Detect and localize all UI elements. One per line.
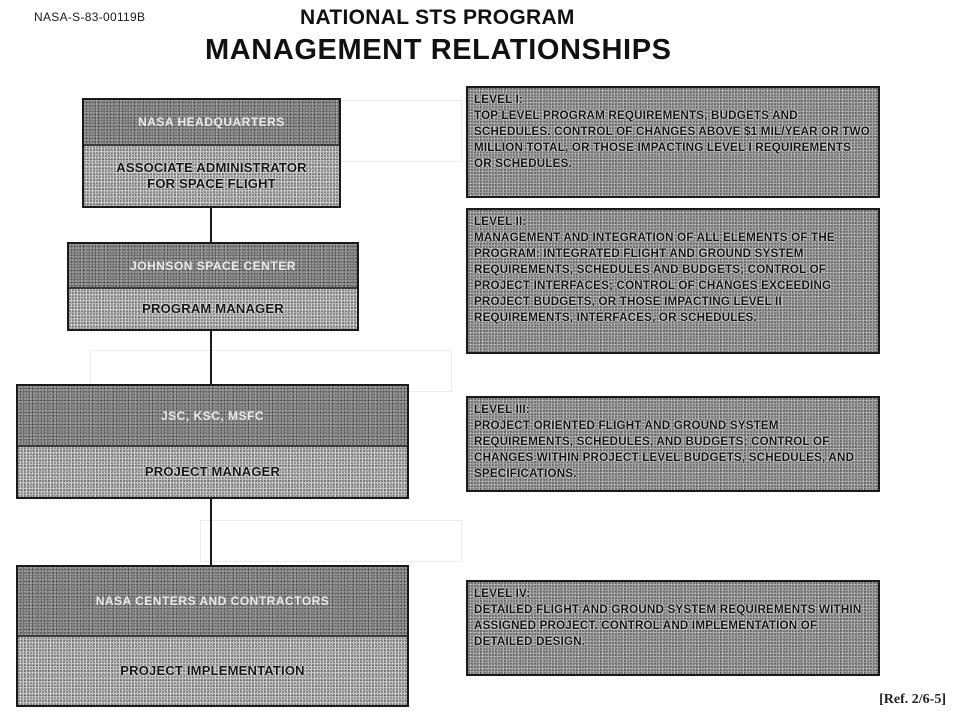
page-title-line2: MANAGEMENT RELATIONSHIPS [205, 34, 672, 66]
org-box-level-1 [82, 98, 341, 208]
level-4-description [466, 580, 880, 676]
org-role: ASSOCIATE ADMINISTRATOR FOR SPACE FLIGHT [84, 146, 339, 206]
level-text: MANAGEMENT AND INTEGRATION OF ALL ELEMENTS OF THE PROGRAM: INTEGRATED FLIGHT AND GROUND SYSTEM REQUIREMENTS, SCHEDULES AND BUDGETS; CONTROL OF PROJECT INTERFACES; CONTROL OF CHANGES EXCEEDING PROJECT BUDGETS, OR THOSE IMPACTING LEVEL II REQUIREMENTS, INTERFACES, OR SCHEDULES. [474, 231, 835, 324]
level-title: LEVEL IV: [474, 587, 531, 600]
org-name: JOHNSON SPACE CENTER [69, 244, 357, 289]
org-name: JSC, KSC, MSFC [18, 386, 407, 447]
level-text: PROJECT ORIENTED FLIGHT AND GROUND SYSTEM REQUIREMENTS, SCHEDULES, AND BUDGETS; CONTROL OF CHANGES WITHIN PROJECT LEVEL BUDGETS, SCHEDULES, AND SPECIFICATIONS. [474, 419, 855, 480]
org-role: PROGRAM MANAGER [69, 289, 357, 329]
connector-line [210, 329, 212, 384]
background-artifact [200, 520, 462, 562]
org-box-level-2 [67, 242, 359, 331]
org-box-level-3 [16, 384, 409, 499]
level-title: LEVEL I: [474, 93, 524, 106]
document-number: NASA-S-83-00119B [34, 10, 146, 24]
connector-line [210, 206, 212, 244]
org-name: NASA CENTERS AND CONTRACTORS [18, 567, 407, 637]
level-title: LEVEL III: [474, 403, 530, 416]
level-1-description [466, 86, 880, 198]
level-text: DETAILED FLIGHT AND GROUND SYSTEM REQUIREMENTS WITHIN ASSIGNED PROJECT. CONTROL AND IMPLEMENTATION OF DETAILED DESIGN. [474, 603, 862, 648]
page-title-line1: NATIONAL STS PROGRAM [300, 6, 575, 29]
org-role: PROJECT MANAGER [18, 447, 407, 497]
level-3-description [466, 396, 880, 492]
level-text: TOP LEVEL PROGRAM REQUIREMENTS, BUDGETS AND SCHEDULES. CONTROL OF CHANGES ABOVE $1 MIL/YEAR OR TWO MILLION TOTAL, OR THOSE IMPACTING LEVEL I REQUIREMENTS OR SCHEDULES. [474, 109, 870, 170]
org-role: PROJECT IMPLEMENTATION [18, 637, 407, 705]
reference-note: [Ref. 2/6-5] [879, 692, 946, 707]
level-title: LEVEL II: [474, 215, 527, 228]
level-2-description [466, 208, 880, 354]
org-box-level-4 [16, 565, 409, 707]
connector-line [210, 497, 212, 565]
org-name: NASA HEADQUARTERS [84, 100, 339, 146]
